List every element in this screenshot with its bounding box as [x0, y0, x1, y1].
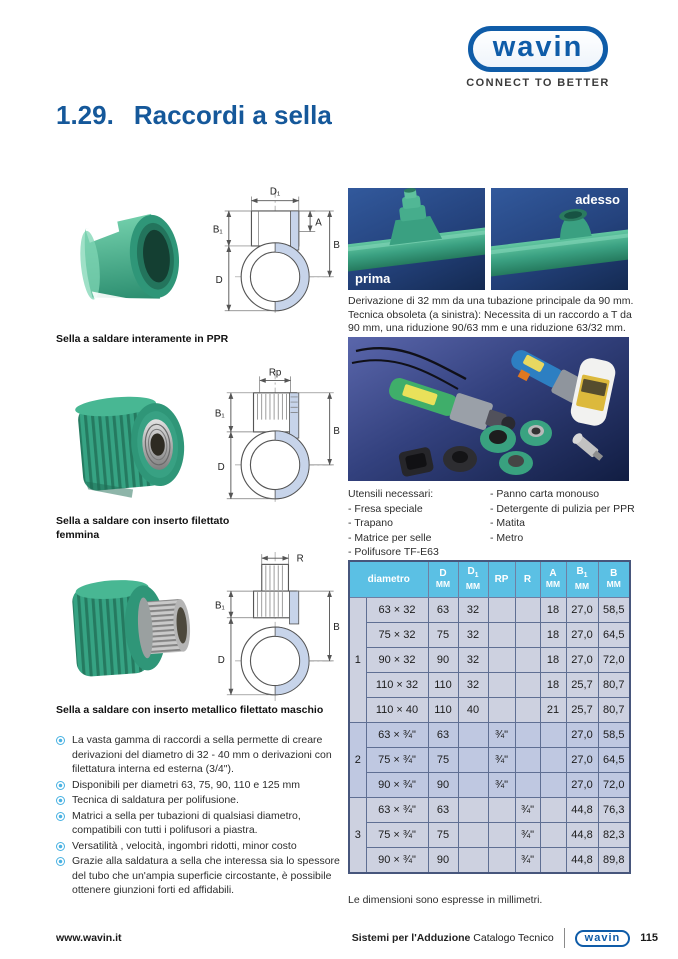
bullet-icon [56, 796, 65, 805]
bullet-item [56, 854, 352, 898]
product-caption-female: Sella a saldare con inserto filettato femmina [56, 515, 230, 541]
table-cell: 18 [540, 648, 566, 673]
table-cell [488, 648, 515, 673]
table-cell: 72,0 [598, 773, 630, 798]
table-cell: 27,0 [566, 723, 598, 748]
table-cell: 90 × ¾" [366, 848, 428, 874]
dim-label-b1: B₁ [212, 224, 223, 236]
table-cell: 21 [540, 698, 566, 723]
product-photo-female [58, 372, 200, 514]
section-title: Raccordi a sella [133, 100, 332, 130]
male-diagram [200, 550, 342, 702]
table-cell: 90 × 32 [366, 648, 428, 673]
page-footer [56, 928, 658, 948]
footer-doc-normal: Catalogo Tecnico [473, 932, 554, 944]
table-cell [515, 698, 540, 723]
footer-doc-title [352, 932, 554, 944]
table-cell: 18 [540, 598, 566, 623]
table-cell: 32 [458, 648, 488, 673]
tools-photo [348, 337, 629, 481]
dim-label-d: D [217, 461, 225, 473]
table-cell [458, 723, 488, 748]
tool-item: - Metro [490, 531, 524, 544]
tools-list-section [348, 487, 636, 560]
spec-table-header-row [349, 561, 630, 598]
bullet-item [56, 839, 352, 854]
spec-table [348, 560, 631, 874]
bullet-icon [56, 781, 65, 790]
table-header-cell: D MM [428, 561, 458, 598]
table-cell [540, 848, 566, 874]
bullet-text: Versatilità , velocità, ingombri ridotti, minor costo [72, 839, 297, 852]
dim-label-b1: B₁ [214, 408, 225, 420]
product-photo-male [58, 556, 200, 698]
table-cell: 32 [458, 623, 488, 648]
bullet-item [56, 793, 352, 808]
tool-item: - Panno carta monouso [490, 488, 600, 500]
table-cell: 90 [428, 773, 458, 798]
table-row [349, 823, 630, 848]
group-number-cell: 2 [349, 723, 366, 798]
bullet-icon [56, 812, 65, 821]
table-row [349, 623, 630, 648]
table-cell: 40 [458, 698, 488, 723]
dim-label-d: D [217, 654, 225, 666]
product-caption-male: Sella a saldare con inserto metallico filettato maschio [56, 704, 324, 716]
table-cell [515, 748, 540, 773]
table-row [349, 848, 630, 874]
table-cell: 63 [428, 598, 458, 623]
tools-column-left [348, 487, 490, 560]
table-cell: 63 × 32 [366, 598, 428, 623]
table-cell: ¾" [488, 773, 515, 798]
table-header-cell: $D_1$ MM [458, 561, 488, 598]
table-cell [515, 723, 540, 748]
table-row [349, 648, 630, 673]
table-cell [515, 623, 540, 648]
table-header-cell: R [515, 561, 540, 598]
footer-right-group [352, 928, 658, 948]
table-cell: 25,7 [566, 698, 598, 723]
dim-label-a: A [315, 217, 322, 229]
bullet-text: Tecnica di saldatura per polifusione. [72, 794, 239, 806]
table-cell: 64,5 [598, 623, 630, 648]
table-cell: 110 × 40 [366, 698, 428, 723]
table-cell: 27,0 [566, 623, 598, 648]
table-cell: 25,7 [566, 673, 598, 698]
table-cell: 75 [428, 748, 458, 773]
table-cell: 58,5 [598, 723, 630, 748]
tool-item: - Detergente di pulizia per PPR [490, 502, 635, 515]
dim-label-b1: B₁ [214, 600, 225, 612]
table-cell [458, 748, 488, 773]
table-cell: 110 [428, 673, 458, 698]
table-cell: 90 [428, 848, 458, 874]
bullet-icon [56, 857, 65, 866]
table-row [349, 748, 630, 773]
table-cell: 110 [428, 698, 458, 723]
table-cell [488, 848, 515, 874]
diagram-ppr [200, 182, 342, 319]
product-caption-ppr: Sella a saldare interamente in PPR [56, 333, 229, 345]
table-cell [458, 823, 488, 848]
table-cell: 44,8 [566, 823, 598, 848]
label-before: prima [355, 271, 391, 286]
table-cell: ¾" [515, 848, 540, 874]
bullet-text: Grazie alla saldatura a sella che interessa sia lo spessore del tubo che un'ampia superficie circostante, è possibile ottenere giunzioni forti ed affidabili. [72, 855, 340, 896]
tool-item: - Matrice per selle [348, 531, 432, 544]
table-cell: 90 × ¾" [366, 773, 428, 798]
tools-list-right [490, 487, 636, 545]
ppr-diagram [200, 182, 342, 314]
table-cell [540, 748, 566, 773]
table-cell: 89,8 [598, 848, 630, 874]
bullet-text: La vasta gamma di raccordi a sella permette di creare derivazioni del diametro di 32 - 40 mm o derivazioni con filettatura interna ed esterna (3/4"). [72, 734, 332, 775]
female-insert-image [58, 372, 200, 514]
table-cell: 80,7 [598, 698, 630, 723]
table-note: Le dimensioni sono espresse in millimetri. [348, 894, 543, 906]
spec-table-body [349, 598, 630, 874]
table-cell: 90 [428, 648, 458, 673]
product-photo-ppr [58, 186, 200, 328]
table-cell: 75 [428, 623, 458, 648]
table-cell: 75 × ¾" [366, 748, 428, 773]
table-cell [515, 773, 540, 798]
table-cell [540, 723, 566, 748]
dim-label-r: R [296, 553, 304, 565]
table-cell: ¾" [488, 748, 515, 773]
table-row [349, 798, 630, 823]
page-title [56, 100, 332, 131]
table-header-cell: RP [488, 561, 515, 598]
group-number-cell: 3 [349, 798, 366, 874]
wavin-logo-small: wavin [575, 930, 631, 947]
section-number: 1.29. [56, 100, 114, 130]
bullet-text: Disponibili per diametri 63, 75, 90, 110 e 125 mm [72, 778, 301, 791]
brand-header [452, 26, 624, 89]
table-cell: ¾" [488, 723, 515, 748]
table-row [349, 598, 630, 623]
label-after: adesso [575, 192, 620, 207]
table-cell [540, 823, 566, 848]
table-cell: 72,0 [598, 648, 630, 673]
table-cell: 75 [428, 823, 458, 848]
photo-before [348, 188, 485, 290]
table-cell: 75 × 32 [366, 623, 428, 648]
dim-label-d1: D₁ [269, 186, 281, 198]
table-row [349, 773, 630, 798]
tools-heading: Utensili necessari: [348, 488, 434, 500]
table-cell [515, 648, 540, 673]
table-cell [488, 598, 515, 623]
footer-doc-bold: Sistemi per l'Adduzione [351, 932, 471, 944]
table-header-cell: $B_1$ MM [566, 561, 598, 598]
footer-url: www.wavin.it [56, 932, 122, 944]
tools-list-left [348, 502, 490, 560]
bullet-item [56, 809, 352, 838]
footer-divider [564, 928, 565, 948]
bullet-item [56, 733, 352, 777]
table-cell: 27,0 [566, 648, 598, 673]
table-cell [458, 773, 488, 798]
tools-image [348, 337, 629, 481]
table-cell [488, 823, 515, 848]
table-cell: 44,8 [566, 848, 598, 874]
table-cell: 44,8 [566, 798, 598, 823]
dim-label-b: B [333, 240, 340, 251]
table-cell: 76,3 [598, 798, 630, 823]
dim-label-b: B [333, 622, 340, 634]
table-cell: 64,5 [598, 748, 630, 773]
feature-bullet-list [56, 733, 352, 899]
brand-tagline: CONNECT TO BETTER [466, 76, 610, 89]
diagram-female [200, 366, 342, 509]
photo-after [491, 188, 628, 290]
table-header-cell: B MM [598, 561, 630, 598]
table-cell [540, 798, 566, 823]
comparison-caption: Derivazione di 32 mm da una tubazione principale da 90 mm. Tecnica obsoleta (a sinistra): Necessita di un raccordo a T da 90 mm, una riduzione 90/63 mm e una riduzione 63/32 mm. [348, 295, 634, 334]
table-cell: 63 [428, 723, 458, 748]
tool-item: - Trapano [348, 517, 393, 529]
table-cell: 27,0 [566, 773, 598, 798]
table-cell [488, 623, 515, 648]
bullet-icon [56, 842, 65, 851]
table-cell: 18 [540, 623, 566, 648]
female-diagram [200, 366, 342, 504]
table-cell: 32 [458, 673, 488, 698]
table-row [349, 698, 630, 723]
wavin-logo: wavin [468, 26, 609, 72]
table-cell [488, 698, 515, 723]
dim-label-d: D [215, 274, 223, 286]
dim-label-b: B [333, 425, 340, 437]
table-row [349, 673, 630, 698]
tools-column-right [490, 487, 636, 560]
table-cell: ¾" [515, 823, 540, 848]
table-cell [540, 773, 566, 798]
page-number: 115 [640, 932, 658, 944]
table-cell: 27,0 [566, 598, 598, 623]
tool-item: - Fresa speciale [348, 502, 423, 515]
diagram-male [200, 550, 342, 707]
dim-label-rp: Rp [268, 367, 282, 379]
table-cell: 18 [540, 673, 566, 698]
table-cell: 63 × ¾" [366, 798, 428, 823]
bullet-item [56, 778, 352, 793]
tool-item: - Polifusore TF-E63 [348, 546, 439, 558]
table-cell: 58,5 [598, 598, 630, 623]
table-cell: ¾" [515, 798, 540, 823]
table-cell: 75 × ¾" [366, 823, 428, 848]
bullet-text: Matrici a sella per tubazioni di qualsiasi diametro, compatibili con tutti i polifusori a piastra. [72, 809, 301, 836]
table-cell: 27,0 [566, 748, 598, 773]
table-cell: 63 × ¾" [366, 723, 428, 748]
ppr-saddle-image [58, 186, 200, 328]
table-cell: 82,3 [598, 823, 630, 848]
table-cell [488, 673, 515, 698]
table-cell [458, 798, 488, 823]
table-header-cell: A MM [540, 561, 566, 598]
bullet-icon [56, 736, 65, 745]
table-cell [458, 848, 488, 874]
table-cell: 80,7 [598, 673, 630, 698]
table-row [349, 723, 630, 748]
table-cell: 32 [458, 598, 488, 623]
male-insert-image [58, 556, 200, 698]
table-cell [515, 598, 540, 623]
group-number-cell: 1 [349, 598, 366, 723]
tool-item: - Matita [490, 517, 526, 529]
table-cell [515, 673, 540, 698]
table-cell: 63 [428, 798, 458, 823]
table-header-cell: diametro [349, 561, 428, 598]
table-cell [488, 798, 515, 823]
table-cell: 110 × 32 [366, 673, 428, 698]
